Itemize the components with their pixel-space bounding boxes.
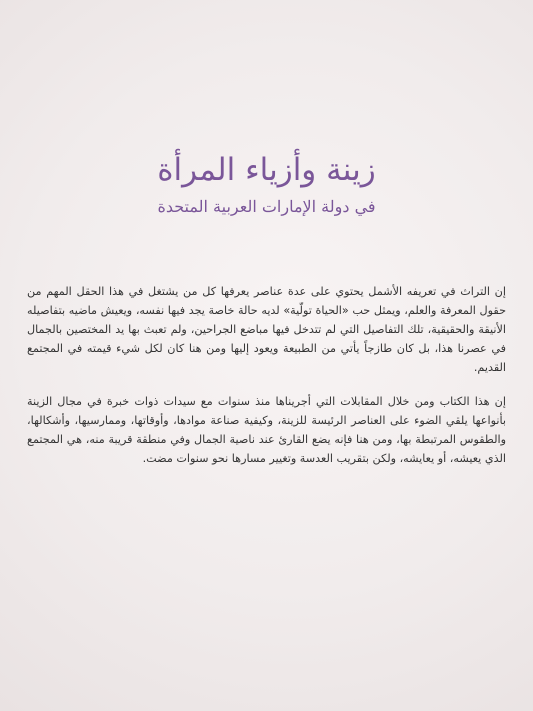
text-body (27, 282, 506, 468)
book-subtitle: في دولة الإمارات العربية المتحدة (157, 197, 376, 216)
paragraph-2: إن هذا الكتاب ومن خلال المقابلات التي أجريناها منذ سنوات مع سيدات ذوات خبرة في مجال الزينة بأنواعها يلقي الضوء على العناصر الرئيسة للزينة، وكيفية صناعة موادها، وأوقاتها، وممارسيها، وأشكالها، والطقوس المرتبطة بها، ومن هنا فإنه يضع القارئ عند ناصية الجمال وفي منطقة قريبة منه، هي المجتمع الذي يعيشه، أو يعايشه، ولكن بتقريب العدسة وتغيير مسارها نحو سنوات مضت. (27, 395, 506, 465)
paragraph-1: إن التراث في تعريفه الأشمل يحتوي على عدة عناصر يعرفها كل من يشتغل في هذا الحقل المهم من حقول المعرفة والعلم، ويمثل حب «الحياة تولّية» لديه حالة خاصة يجد فيها نفسه، ويعيش ماضيه بتفاصيله الأنيقة والحقيقية، تلك التفاصيل التي لم تتدخل فيها مباضع الجراحين، ولم تعبث بها يد المختصين بالجمال في عصرنا هذا، بل كان طازجاً يأتي من الطبيعة ويعود إليها ومن هنا كان لكل شيء قيمته في المجتمع القديم. (27, 285, 506, 374)
book-title: زينة وأزياء المرأة (157, 152, 376, 188)
